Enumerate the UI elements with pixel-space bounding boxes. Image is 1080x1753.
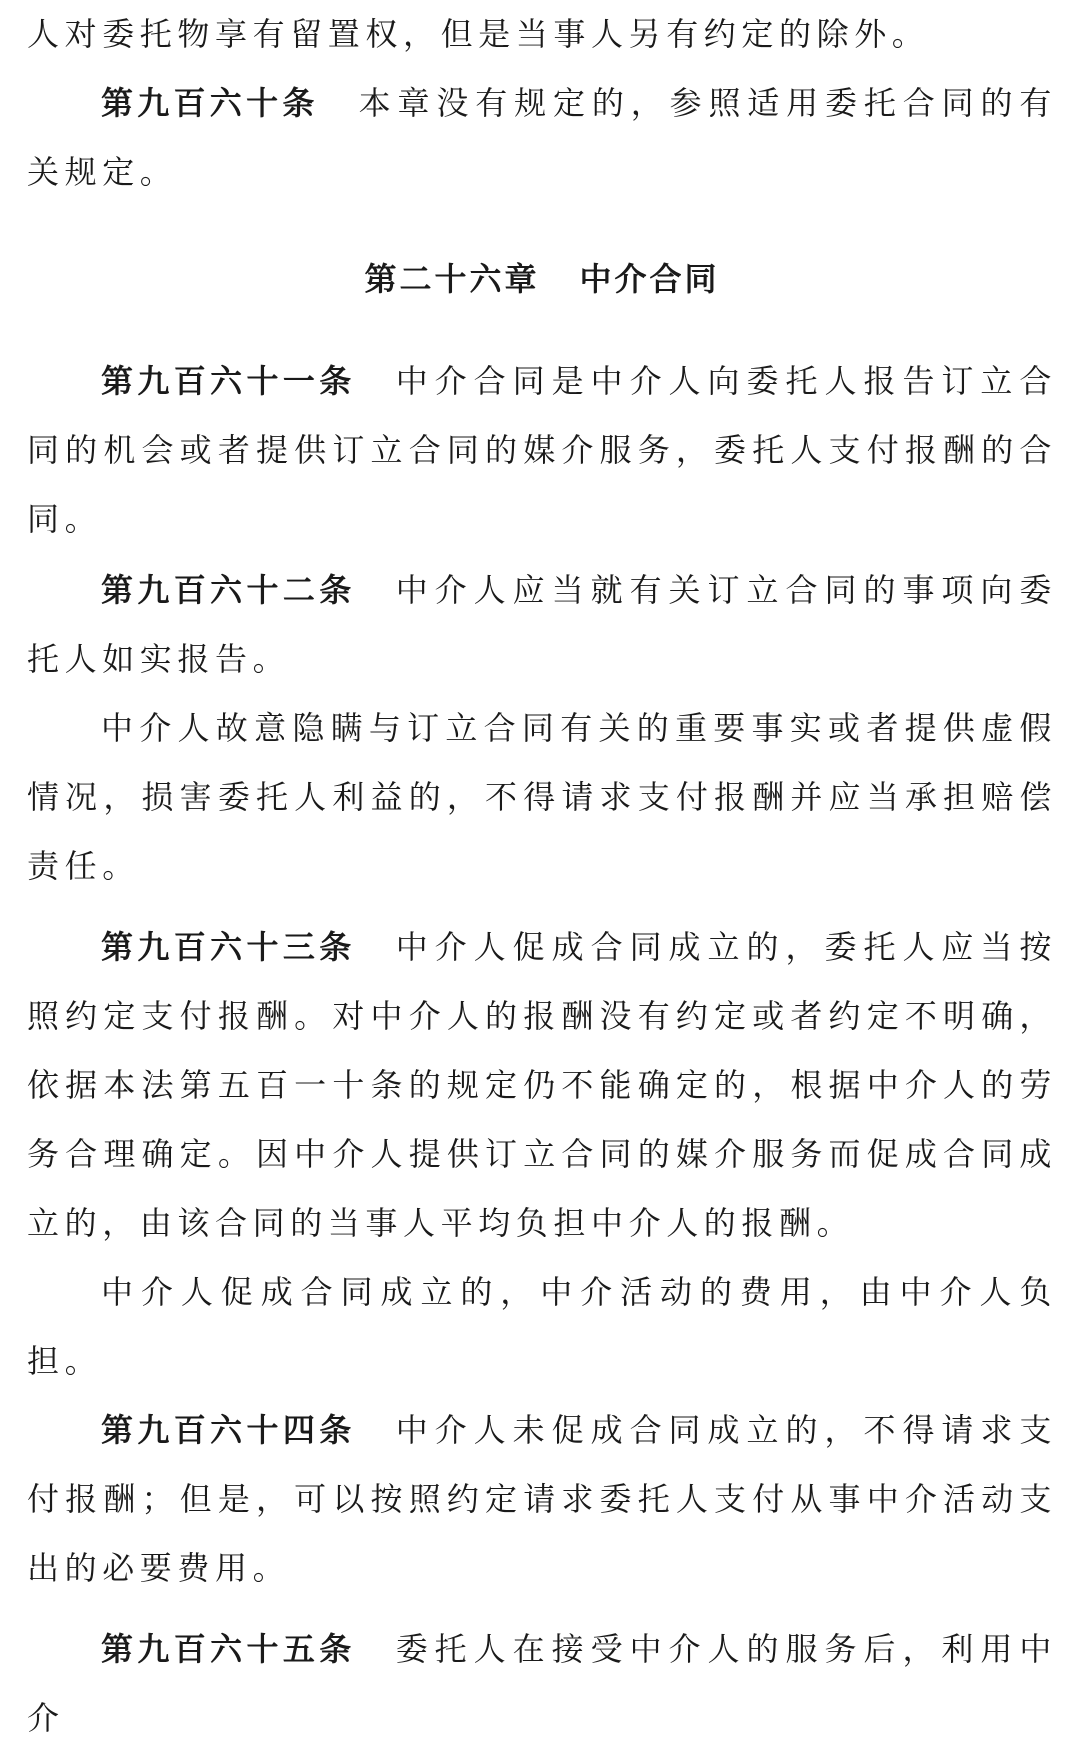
article-962-text: 中介人应当就有关订立合同的事项向委托人如实报告。: [27, 571, 1057, 678]
article-963-paragraph-2: 中介人促成合同成立的，中介活动的费用，由中介人负担。: [27, 1273, 1057, 1380]
article-963-label: 第九百六十三条: [101, 928, 356, 966]
article-962: [27, 556, 1057, 694]
article-964: [27, 1396, 1057, 1603]
article-963-text: 中介人促成合同成立的，委托人应当按照约定支付报酬。对中介人的报酬没有约定或者约定不明确，依据本法第五百一十条的规定仍不能确定的，根据中介人的劳务合理确定。因中介人提供订立合同的媒介服务而促成合同成立的，由该合同的当事人平均负担中介人的报酬。: [27, 928, 1057, 1242]
chapter-heading: [27, 245, 1057, 314]
article-962-paragraph-2: 中介人故意隐瞒与订立合同有关的重要事实或者提供虚假情况，损害委托人利益的，不得请求支付报酬并应当承担赔偿责任。: [27, 709, 1057, 885]
article-960-text: 本章没有规定的，参照适用委托合同的有关规定。: [27, 84, 1057, 191]
article-960: [27, 69, 1057, 207]
article-960-label: 第九百六十条: [101, 84, 319, 122]
article-965-text: 委托人在接受中介人的服务后，利用中介: [27, 1630, 1057, 1737]
article-961-text: 中介合同是中介人向委托人报告订立合同的机会或者提供订立合同的媒介服务，委托人支付报酬的合同。: [27, 362, 1057, 538]
chapter-number: 第二十六章: [364, 260, 540, 298]
article-961-label: 第九百六十一条: [101, 362, 356, 400]
continued-paragraph: 人对委托物享有留置权，但是当事人另有约定的除外。: [27, 15, 930, 53]
article-964-text: 中介人未促成合同成立的，不得请求支付报酬；但是，可以按照约定请求委托人支付从事中介活动支出的必要费用。: [27, 1411, 1057, 1587]
document-page: [27, 0, 1057, 1753]
article-962-label: 第九百六十二条: [101, 571, 356, 609]
article-965: [27, 1615, 1057, 1753]
article-965-label: 第九百六十五条: [101, 1630, 356, 1668]
article-963: [27, 913, 1057, 1258]
article-964-label: 第九百六十四条: [101, 1411, 356, 1449]
article-961: [27, 347, 1057, 554]
chapter-title: 中介合同: [579, 260, 720, 298]
